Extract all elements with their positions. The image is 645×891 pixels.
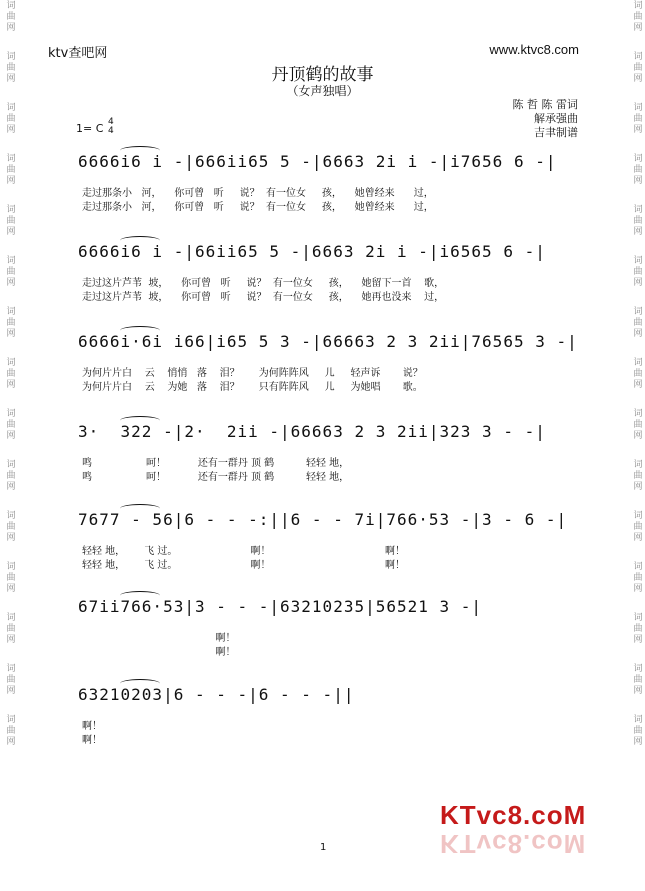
lyric-line: 轻轻 地， 飞 过。 啊！ 啊！ [82, 546, 405, 557]
watermark-text: 词曲网 [631, 102, 642, 135]
notation-line: 6666i6 i -|66ii65 5 -|6663 2i i -|i6565 6 -| [78, 242, 546, 261]
watermark-text: 词曲网 [631, 153, 642, 186]
lyric-line: 走过这片芦苇 坡， 你可曾 听 说？ 有一位女 孩， 她再也没来 过， [82, 292, 445, 303]
ktvc8-logo: KTvc8.coM [440, 800, 587, 830]
credit-lyricist: 陈 哲 陈 雷词 [512, 98, 578, 111]
lyric-line: 啊！ [82, 647, 236, 658]
lyric-line: 啊！ [82, 633, 236, 644]
watermark-text: 词曲网 [4, 0, 15, 33]
lyric-line: 走过这片芦苇 坡， 你可曾 听 说？ 有一位女 孩， 她留下一首 歌， [82, 278, 445, 289]
slur-mark [120, 416, 160, 425]
watermark-text: 词曲网 [631, 51, 642, 84]
watermark-text: 词曲网 [4, 612, 15, 645]
watermark-text: 词曲网 [4, 714, 15, 747]
credit-composer: 解承强曲 [534, 112, 578, 125]
slur-mark [120, 146, 160, 155]
watermark-text: 词曲网 [4, 663, 15, 696]
time-signature-top: 4 [108, 117, 114, 127]
watermark-text: 词曲网 [631, 561, 642, 594]
ktvc8-logo-reflection: KTvc8.coM [440, 829, 587, 859]
watermark-text: 词曲网 [4, 102, 15, 135]
credit-transcriber: 吉聿制谱 [534, 126, 578, 139]
watermark-text: 词曲网 [631, 408, 642, 441]
watermark-text: 词曲网 [4, 204, 15, 237]
slur-mark [120, 504, 160, 513]
slur-mark [120, 326, 160, 335]
watermark-text: 词曲网 [4, 255, 15, 288]
watermark-text: 词曲网 [631, 357, 642, 390]
key-signature: 1= C [76, 122, 104, 135]
watermark-text: 词曲网 [631, 459, 642, 492]
lyric-line: 为何片片白 云 悄悄 落 泪？ 为何阵阵风 儿 轻声诉 说？ [82, 368, 423, 379]
watermark-text: 词曲网 [4, 357, 15, 390]
time-signature [108, 118, 114, 136]
lyric-line: 啊！ [82, 735, 102, 746]
watermark-text: 词曲网 [631, 663, 642, 696]
watermark-text: 词曲网 [4, 510, 15, 543]
time-signature-bottom: 4 [108, 126, 114, 136]
lyric-line: 鸣 呵！ 还有一群丹 顶 鹤 轻轻 地， [82, 472, 350, 483]
watermark-text: 词曲网 [4, 408, 15, 441]
notation-line: 3· 322 -|2· 2ii -|66663 2 3 2ii|323 3 - -| [78, 422, 546, 441]
watermark-text: 词曲网 [4, 51, 15, 84]
left-watermark-column [2, 0, 16, 891]
watermark-text: 词曲网 [631, 306, 642, 339]
notation-line: 67ii766·53|3 - - -|63210235|56521 3 -| [78, 597, 483, 616]
notation-line: 7677 - 56|6 - - -:||6 - - 7i|766·53 -|3 - 6 -| [78, 510, 568, 529]
notation-line: 6666i6 i -|666ii65 5 -|6663 2i i -|i7656 6 -| [78, 152, 557, 171]
slur-mark [120, 591, 160, 600]
lyric-line: 为何片片白 云 为她 落 泪？ 只有阵阵风 儿 为她唱 歌。 [82, 382, 423, 393]
song-title: 丹顶鹤的故事 [271, 65, 374, 85]
song-subtitle: （女声独唱） [286, 84, 359, 98]
right-watermark-column [629, 0, 643, 891]
slur-mark [120, 236, 160, 245]
watermark-text: 词曲网 [631, 612, 642, 645]
watermark-text: 词曲网 [4, 561, 15, 594]
lyric-line: 走过那条小 河， 你可曾 听 说？ 有一位女 孩， 她曾经来 过， [82, 188, 434, 199]
notation-line: 63210203|6 - - -|6 - - -|| [78, 685, 355, 704]
site-url-right: www.ktvc8.com [489, 42, 579, 57]
credits [480, 98, 578, 140]
watermark-text: 词曲网 [631, 510, 642, 543]
watermark-text: 词曲网 [631, 714, 642, 747]
site-name-left: ktv查吧网 [48, 46, 108, 61]
watermark-text: 词曲网 [631, 204, 642, 237]
watermark-text: 词曲网 [4, 153, 15, 186]
watermark-text: 词曲网 [4, 459, 15, 492]
lyric-line: 啊！ [82, 721, 102, 732]
page-number: 1 [320, 842, 327, 853]
notation-line: 6666i·6i i66|i65 5 3 -|66663 2 3 2ii|76565 3 -| [78, 332, 578, 351]
lyric-line: 轻轻 地， 飞 过。 啊！ 啊！ [82, 560, 405, 571]
slur-mark [120, 679, 160, 688]
watermark-text: 词曲网 [631, 255, 642, 288]
watermark-text: 词曲网 [631, 0, 642, 33]
lyric-line: 鸣 呵！ 还有一群丹 顶 鹤 轻轻 地， [82, 458, 350, 469]
watermark-text: 词曲网 [4, 306, 15, 339]
lyric-line: 走过那条小 河， 你可曾 听 说？ 有一位女 孩， 她曾经来 过， [82, 202, 434, 213]
